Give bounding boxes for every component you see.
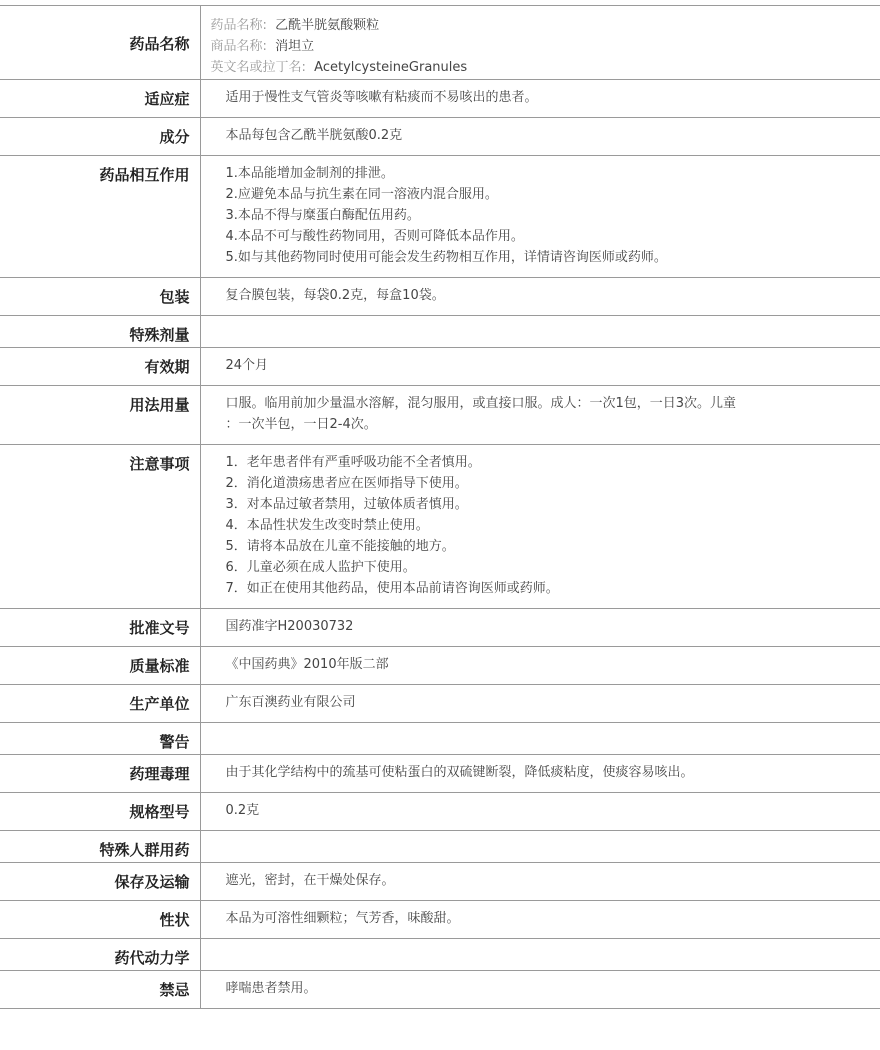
specification-value: 0.2克: [225, 803, 260, 818]
storage-value: 遮光，密封，在干燥处保存。: [225, 873, 395, 888]
manufacturer-label: 生产单位: [0, 685, 200, 723]
special-populations-label: 特殊人群用药: [0, 831, 200, 863]
pharmacology-value: 由于其化学结构中的巯基可使粘蛋白的双硫键断裂，降低痰粘度，使痰容易咳出。: [225, 765, 694, 780]
indications-label: 适应症: [0, 80, 200, 118]
row-precautions: [0, 445, 880, 609]
drug-spec-table: [0, 5, 880, 1009]
precaution-item: 5．请将本品放在儿童不能接触的地方。: [225, 539, 455, 554]
row-shelf-life: [0, 348, 880, 386]
interaction-item: 1.本品能增加金制剂的排泄。: [225, 166, 394, 181]
interaction-item: 2.应避免本品与抗生素在同一溶液内混合服用。: [225, 187, 498, 202]
description-label: 性状: [0, 901, 200, 939]
usage-line: ：一次半包，一日2-4次。: [225, 417, 377, 432]
row-usage: [0, 386, 880, 445]
packaging-value: 复合膜包装，每袋0.2克，每盒10袋。: [225, 288, 445, 303]
special-populations-value: [200, 831, 880, 863]
row-contraindications: [0, 971, 880, 1009]
usage-value: [200, 386, 880, 445]
manufacturer-value: 广东百澳药业有限公司: [225, 695, 356, 710]
usage-label: 用法用量: [0, 386, 200, 445]
precaution-item: 7．如正在使用其他药品，使用本品前请咨询医师或药师。: [225, 581, 559, 596]
precaution-item: 3．对本品过敏者禁用，过敏体质者慎用。: [225, 497, 468, 512]
ingredients-value: 本品每包含乙酰半胱氨酸0.2克: [225, 128, 403, 143]
description-value: 本品为可溶性细颗粒；气芳香，味酸甜。: [225, 911, 460, 926]
contraindications-label: 禁忌: [0, 971, 200, 1009]
row-drug-names: [0, 6, 880, 80]
warning-label: 警告: [0, 723, 200, 755]
precaution-item: 4．本品性状发生改变时禁止使用。: [225, 518, 429, 533]
row-pharmacology: [0, 755, 880, 793]
generic-name-key: 药品名称:: [210, 18, 267, 33]
special-dosage-label: 特殊剂量: [0, 316, 200, 348]
specification-label: 规格型号: [0, 793, 200, 831]
row-warning: [0, 723, 880, 755]
packaging-label: 包装: [0, 278, 200, 316]
trade-name-key: 商品名称:: [210, 39, 267, 54]
pharmacokinetics-label: 药代动力学: [0, 939, 200, 971]
row-pharmacokinetics: [0, 939, 880, 971]
row-manufacturer: [0, 685, 880, 723]
pharmacology-label: 药理毒理: [0, 755, 200, 793]
row-description: [0, 901, 880, 939]
shelf-life-label: 有效期: [0, 348, 200, 386]
row-quality-standard: [0, 647, 880, 685]
quality-standard-value: 《中国药典》2010年版二部: [225, 657, 389, 672]
interaction-item: 4.本品不可与酸性药物同用，否则可降低本品作用。: [225, 229, 524, 244]
approval-label: 批准文号: [0, 609, 200, 647]
row-special-dosage: [0, 316, 880, 348]
row-specification: [0, 793, 880, 831]
special-dosage-value: [200, 316, 880, 348]
approval-value: 国药准字H20030732: [225, 619, 354, 634]
precaution-item: 2．消化道溃疡患者应在医师指导下使用。: [225, 476, 468, 491]
pharmacokinetics-value: [200, 939, 880, 971]
row-indications: [0, 80, 880, 118]
row-special-populations: [0, 831, 880, 863]
quality-standard-label: 质量标准: [0, 647, 200, 685]
latin-name-key: 英文名或拉丁名:: [210, 60, 306, 75]
precaution-item: 1．老年患者伴有严重呼吸功能不全者慎用。: [225, 455, 481, 470]
precautions-label: 注意事项: [0, 445, 200, 609]
generic-name: 乙酰半胱氨酸颗粒: [275, 18, 380, 33]
interactions-value: [200, 156, 880, 278]
trade-name-line: [211, 36, 873, 57]
row-packaging: [0, 278, 880, 316]
precautions-value: [200, 445, 880, 609]
drug-names-value: [200, 6, 880, 80]
warning-value: [200, 723, 880, 755]
usage-line: 口服。临用前加少量温水溶解，混匀服用，或直接口服。成人：一次1包，一日3次。儿童: [225, 396, 737, 411]
interaction-item: 3.本品不得与糜蛋白酶配伍用药。: [225, 208, 420, 223]
generic-name-line: [211, 15, 873, 36]
precaution-item: 6．儿童必须在成人监护下使用。: [225, 560, 416, 575]
ingredients-label: 成分: [0, 118, 200, 156]
indications-value: 适用于慢性支气管炎等咳嗽有粘痰而不易咳出的患者。: [225, 90, 538, 105]
latin-name-line: [211, 57, 873, 78]
interactions-label: 药品相互作用: [0, 156, 200, 278]
latin-name: AcetylcysteineGranules: [314, 60, 468, 75]
drug-names-label: 药品名称: [0, 6, 200, 80]
storage-label: 保存及运输: [0, 863, 200, 901]
contraindications-value: 哮喘患者禁用。: [225, 981, 317, 996]
row-interactions: [0, 156, 880, 278]
row-ingredients: [0, 118, 880, 156]
shelf-life-value: 24个月: [225, 358, 269, 373]
row-storage: [0, 863, 880, 901]
row-approval: [0, 609, 880, 647]
interaction-item: 5.如与其他药物同时使用可能会发生药物相互作用，详情请咨询医师或药师。: [225, 250, 667, 265]
trade-name: 消坦立: [275, 39, 315, 54]
